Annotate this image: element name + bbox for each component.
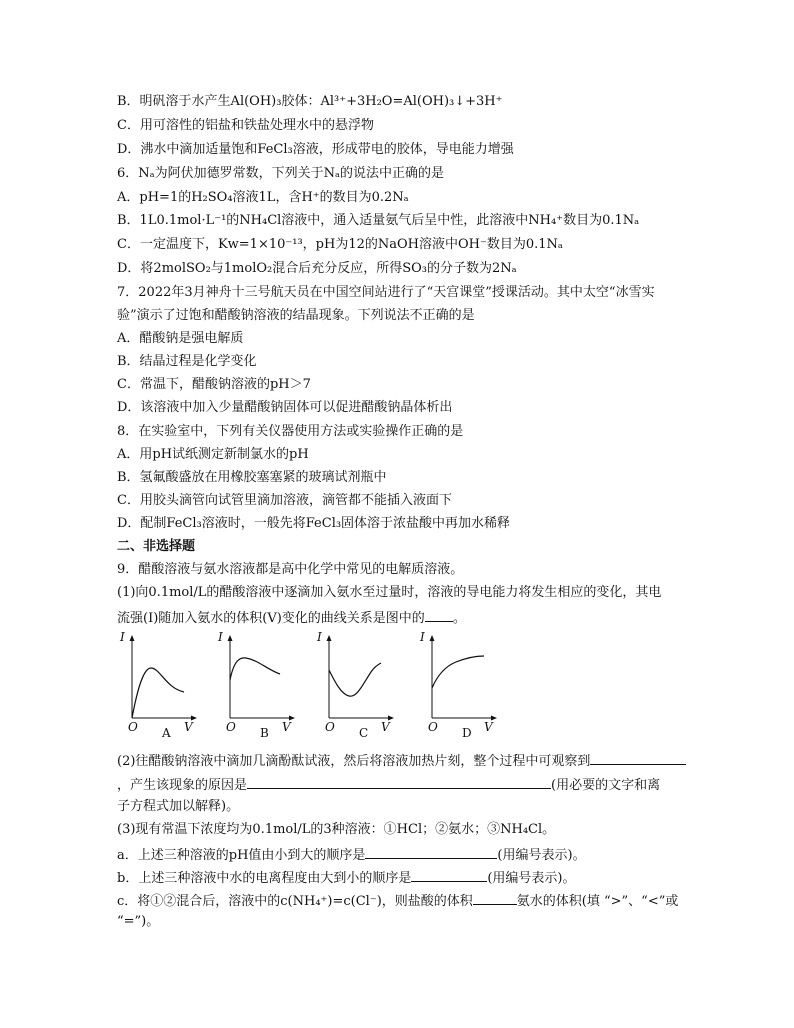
q7-option-c: C．常温下，醋酸钠溶液的pH＞7: [117, 377, 311, 392]
graph-d-caption: D: [462, 726, 472, 740]
q9-part1-end: 。: [452, 611, 466, 626]
answer-blank-1[interactable]: [425, 608, 453, 622]
q6-option-a: A．pH=1的H₂SO₄溶液1L，含H⁺的数目为0.2Nₐ: [117, 190, 409, 205]
q7-option-b: B．结晶过程是化学变化: [117, 354, 257, 369]
q9-part3-b-hint: (用编号表示)。: [487, 871, 576, 886]
q9-stem: 9．醋酸溶液与氨水溶液都是高中化学中常见的电解质溶液。: [117, 562, 464, 577]
q9-part1-text: 流强(I)随加入氨水的体积(V)变化的曲线关系是图中的: [117, 611, 425, 626]
q6-option-d: D．将2molSO₂与1molO₂混合后充分反应，所得SO₃的分子数为2Nₐ: [117, 261, 517, 276]
q7-stem-line2: 验”演示了过饱和醋酸钠溶液的结晶现象。下列说法不正确的是: [117, 308, 475, 323]
answer-blank-5[interactable]: [411, 868, 487, 882]
q9-part3-c-hint: 氨水的体积(填 “>”、“<”或: [516, 894, 679, 909]
q6-stem: 6．Nₐ为阿伏加德罗常数，下列关于Nₐ的说法中正确的是: [117, 166, 445, 181]
q7-stem-line1: 7．2022年3月神舟十三号航天员在中国空间站进行了“天宫课堂”授课活动。其中太空“冰雪实: [117, 285, 655, 300]
q9-part3-b: [117, 868, 575, 887]
graph-c-origin: O: [325, 720, 335, 734]
q9-part2-text-2: ，产生该现象的原因是: [117, 778, 248, 793]
graph-a-y-label: I: [120, 630, 125, 644]
q9-part3-c-end: “=”)。: [117, 914, 160, 929]
section-heading: 二、非选择题: [117, 539, 196, 554]
q5-option-b: B．明矾溶于水产生Al(OH)₃胶体：Al³⁺+3H₂O=Al(OH)₃↓+3H⁺: [117, 94, 503, 109]
q6-option-c: C．一定温度下，Kw=1×10⁻¹³，pH为12的NaOH溶液中OH⁻数目为0.1Nₐ: [117, 237, 563, 252]
q9-part3-a-hint: (用编号表示)。: [497, 848, 586, 863]
graph-d-y-label: I: [420, 630, 425, 644]
graph-b-origin: O: [226, 720, 236, 734]
q9-part3-a-text: a．上述三种溶液的pH值由小到大的顺序是: [117, 848, 366, 863]
q9-part1-line1: (1)向0.1mol/L的醋酸溶液中逐滴加入氨水至过量时，溶液的导电能力将发生相应的变化，其电: [117, 585, 662, 600]
q9-part3-a: [117, 845, 586, 864]
answer-blank-6[interactable]: [473, 891, 517, 905]
graph-b-caption: B: [260, 726, 269, 740]
graph-c-y-label: I: [317, 630, 322, 644]
graph-c: [315, 630, 395, 740]
answer-blank-4[interactable]: [365, 845, 497, 859]
answer-blank-2[interactable]: [590, 751, 686, 765]
q7-option-a: A．醋酸钠是强电解质: [117, 331, 244, 346]
graph-d-origin: O: [428, 720, 438, 734]
graph-a-origin: O: [128, 720, 138, 734]
graph-b-y-label: I: [218, 630, 223, 644]
q9-part3-stem: (3)现有常温下浓度均为0.1mol/L的3种溶液：①HCl；②氨水；③NH₄Cl。: [117, 822, 556, 837]
q6-option-b: B．1L0.1mol·L⁻¹的NH₄Cl溶液中，通入适量氨气后呈中性，此溶液中NH₄⁺数目为0.1Nₐ: [117, 213, 640, 228]
curve-c: [329, 663, 381, 696]
graph-a: [118, 630, 198, 740]
curve-d: [432, 656, 484, 688]
graph-c-caption: C: [359, 726, 369, 740]
graph-a-caption: A: [162, 726, 171, 740]
q9-part2-hint: (用必要的文字和离: [551, 778, 661, 793]
graph-d-x-label: V: [484, 720, 493, 734]
q9-part3-c: [117, 891, 678, 910]
graph-b-x-label: V: [282, 720, 291, 734]
q8-stem: 8．在实验室中，下列有关仪器使用方法或实验操作正确的是: [117, 424, 464, 439]
q9-part1-line2: [117, 608, 466, 627]
q9-part2-text: (2)往醋酸钠溶液中滴加几滴酚酞试液，然后将溶液加热片刻，整个过程中可观察到: [117, 754, 591, 769]
answer-blank-3[interactable]: [247, 775, 551, 789]
q8-option-d: D．配制FeCl₃溶液时，一般先将FeCl₃固体溶于浓盐酸中再加水稀释: [117, 516, 511, 531]
q9-part2-line1: [117, 751, 686, 770]
graph-b: [216, 630, 296, 740]
q5-option-c: C．用可溶性的铝盐和铁盐处理水中的悬浮物: [117, 118, 374, 133]
curve-b: [230, 658, 280, 680]
q9-part3-b-text: b．上述三种溶液中水的电离程度由大到小的顺序是: [117, 871, 412, 886]
q8-option-a: A．用pH试纸测定新制氯水的pH: [117, 447, 309, 462]
q8-option-b: B．氢氟酸盛放在用橡胶塞塞紧的玻璃试剂瓶中: [117, 470, 387, 485]
q5-option-d: D．沸水中滴加适量饱和FeCl₃溶液，形成带电的胶体，导电能力增强: [117, 142, 514, 157]
graph-c-x-label: V: [381, 720, 390, 734]
q9-part3-c-text: c．将①②混合后，溶液中的c(NH₄⁺)=c(Cl⁻)，则盐酸的体积: [117, 894, 473, 909]
q8-option-c: C．用胶头滴管向试管里滴加溶液，滴管都不能插入液面下: [117, 493, 452, 508]
graph-d: [418, 630, 498, 740]
q9-part2-line2: [117, 775, 660, 794]
q7-option-d: D．该溶液中加入少量醋酸钠固体可以促进醋酸钠晶体析出: [117, 400, 453, 415]
q9-part2-line3: 子方程式加以解释)。: [117, 799, 240, 814]
curve-a: [132, 668, 184, 718]
graph-a-x-label: V: [184, 720, 193, 734]
